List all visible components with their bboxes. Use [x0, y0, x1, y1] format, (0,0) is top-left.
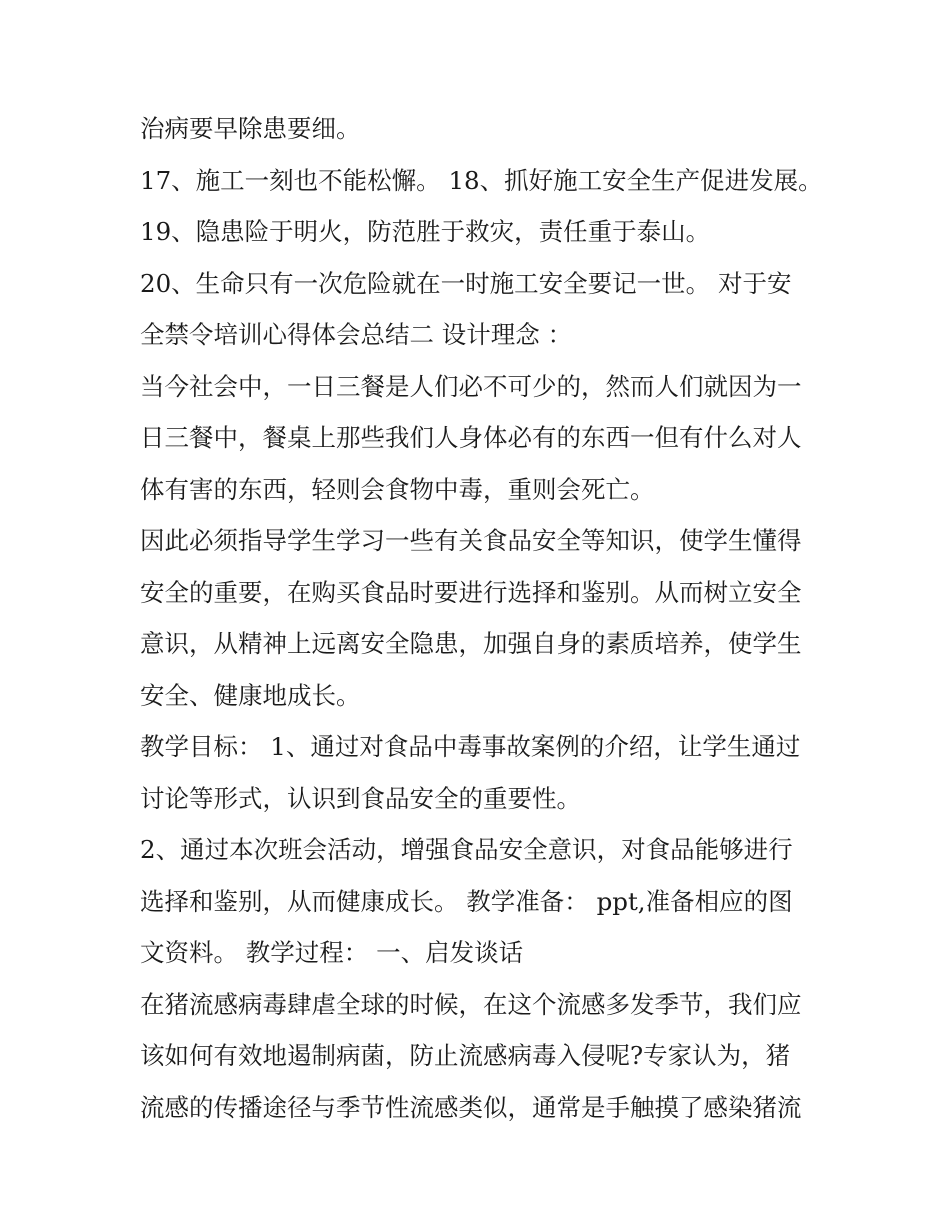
text-line: 该如何有效地遏制病菌，防止流感病毒入侵呢?专家认为，猪: [140, 1041, 791, 1070]
text-line: 日三餐中，餐桌上那些我们人身体必有的东西一但有什么对人: [140, 423, 802, 452]
document-text: [140, 103, 823, 1133]
text-line: 因此必须指导学生学习一些有关食品安全等知识，使学生懂得: [140, 526, 802, 555]
text-line: 19、隐患险于明火，防范胜于救灾，责任重于泰山。: [140, 217, 711, 246]
text-line: 安全的重要，在购买食品时要进行选择和鉴别。从而树立安全: [140, 577, 802, 607]
text-line: 17、施工一刻也不能松懈。 18、抓好施工安全生产促进发展。: [140, 165, 823, 195]
text-line: 20、生命只有一次危险就在一时施工安全要记一世。 对于安: [140, 268, 792, 298]
text-line: 体有害的东西，轻则会食物中毒，重则会死亡。: [140, 474, 655, 504]
text-line: 治病要早除患要细。: [140, 114, 361, 143]
text-line: 当今社会中，一日三餐是人们必不可少的，然而人们就因为一: [140, 371, 802, 401]
text-line: 选择和鉴别，从而健康成长。 教学准备： ppt,准备相应的图: [140, 886, 793, 916]
text-line: 2、通过本次班会活动，增强食品安全意识，对食品能够进行: [140, 835, 793, 864]
text-line: 意识，从精神上远离安全隐患，加强自身的素质培养，使学生: [140, 629, 802, 658]
text-line: 讨论等形式，认识到食品安全的重要性。: [140, 783, 581, 813]
text-line: 教学目标： 1、通过对食品中毒事故案例的介绍，让学生通过: [140, 732, 801, 761]
text-line: 流感的传播途径与季节性流感类似，通常是手触摸了感染猪流: [140, 1092, 802, 1122]
text-line: 全禁令培训心得体会总结二 设计理念 ：: [140, 320, 573, 349]
text-line: 安全、健康地成长。: [140, 680, 361, 710]
text-line: 文资料。 教学过程： 一、启发谈话: [140, 938, 524, 967]
text-line: 在猪流感病毒肆虐全球的时候，在这个流感多发季节，我们应: [140, 989, 802, 1019]
